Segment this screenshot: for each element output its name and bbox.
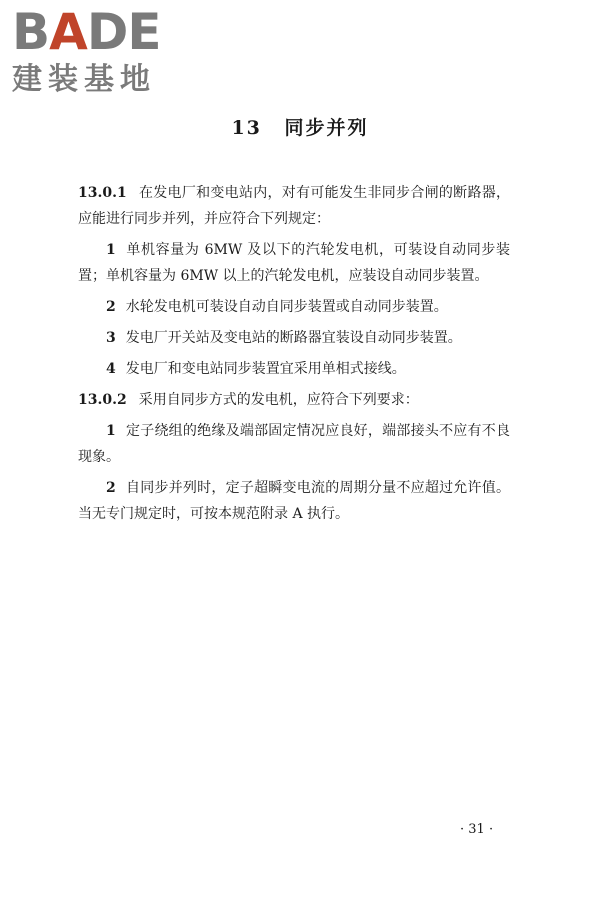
chapter-heading: 同步并列 [284, 117, 369, 139]
item-number: 3 [106, 330, 116, 346]
chapter-title [0, 113, 600, 140]
item-text: 水轮发电机可装设自动自同步装置或自动同步装置。 [125, 299, 448, 315]
list-item [78, 237, 510, 289]
clause-paragraph [78, 180, 510, 232]
list-item [78, 356, 510, 382]
item-number: 2 [106, 299, 116, 315]
logo-subtitle: 建装基地 [12, 62, 156, 97]
list-item [78, 418, 510, 470]
item-text: 发电厂开关站及变电站的断路器宜装设自动同步装置。 [125, 330, 462, 346]
page-number: · 31 · [460, 822, 494, 837]
chapter-number: 13 [231, 117, 262, 139]
list-item [78, 294, 510, 320]
item-number: 4 [106, 361, 116, 377]
item-text: 定子绕组的绝缘及端部固定情况应良好，端部接头不应有不良现象。 [78, 423, 510, 465]
document-body [78, 180, 510, 532]
item-text: 自同步并列时，定子超瞬变电流的周期分量不应超过允许值。当无专门规定时，可按本规范附录 A 执行。 [78, 480, 510, 522]
item-number: 1 [106, 242, 116, 258]
clause-number: 13.0.1 [78, 185, 127, 201]
list-item [78, 475, 510, 527]
clause-paragraph [78, 387, 510, 413]
logo-accent-letter: A [49, 3, 87, 61]
clause-text: 采用自同步方式的发电机，应符合下列要求： [138, 392, 419, 408]
item-text: 单机容量为 6MW 及以下的汽轮发电机，可装设自动同步装置；单机容量为 6MW 以上的汽轮发电机，应装设自动同步装置。 [78, 242, 510, 284]
site-logo [6, 4, 186, 104]
clause-number: 13.0.2 [78, 392, 127, 408]
item-number: 1 [106, 423, 116, 439]
logo-wordmark: BADE [12, 3, 161, 61]
item-text: 发电厂和变电站同步装置宜采用单相式接线。 [125, 361, 406, 377]
list-item [78, 325, 510, 351]
item-number: 2 [106, 480, 116, 496]
clause-text: 在发电厂和变电站内，对有可能发生非同步合闸的断路器，应能进行同步并列，并应符合下列规定： [78, 185, 510, 227]
